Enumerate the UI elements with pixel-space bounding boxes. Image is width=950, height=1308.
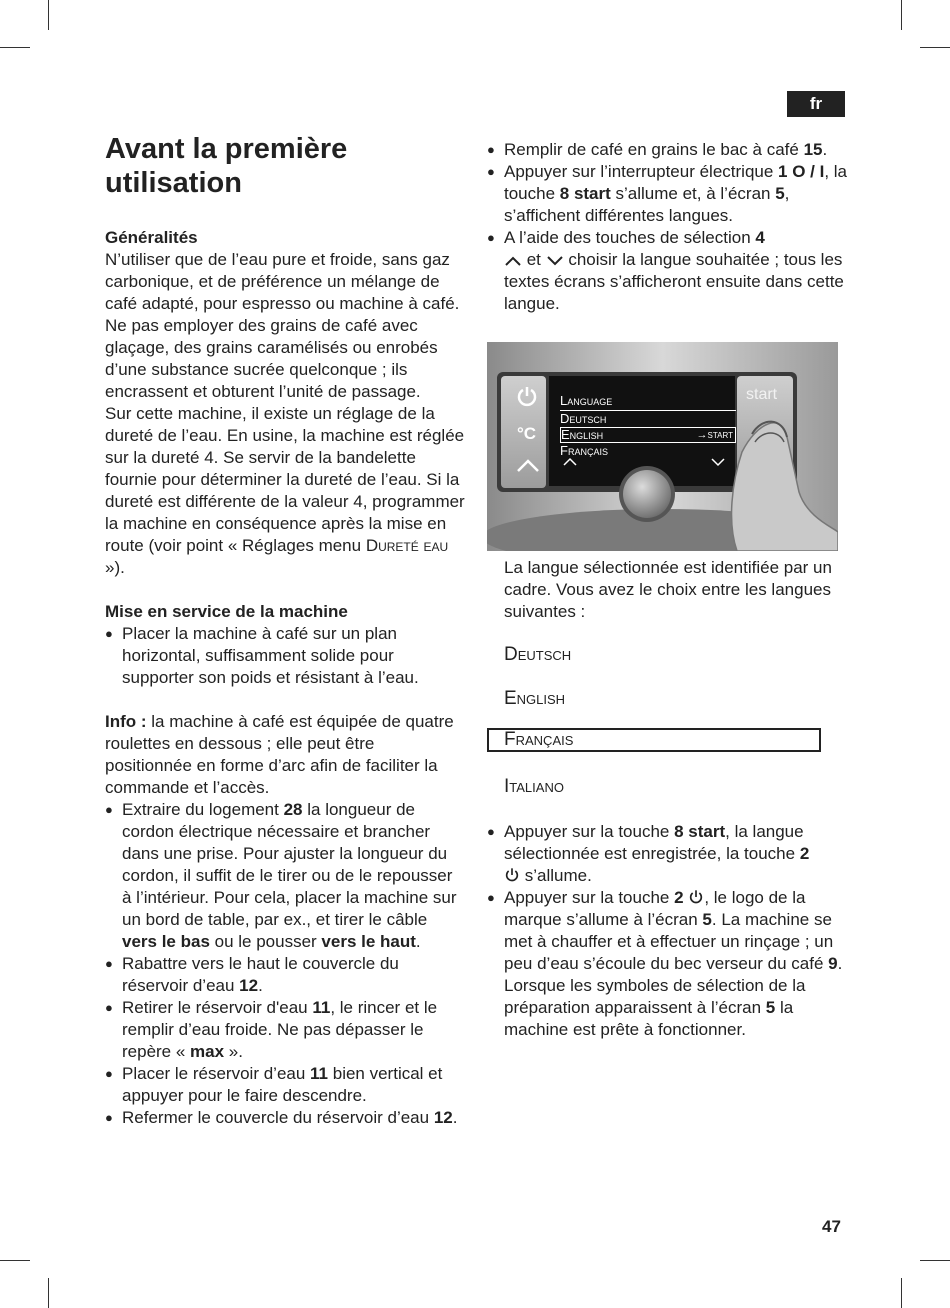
list-item: ● Rabattre vers le haut le couvercle du réservoir d’eau 12. [105,953,465,997]
list-item: ● Appuyer sur la touche 8 start, la langue sélectionnée est enregistrée, la touche 2 s’allume. [487,821,847,887]
crop-mark [920,47,950,48]
caption: La langue sélectionnée est identifiée par un cadre. Vous avez le choix entre les langues suivantes : [504,558,832,621]
screen-start-hint: →start [696,429,733,441]
power-icon [515,385,539,409]
left-column [105,227,465,1129]
power-icon [504,867,520,883]
list-item: ● Retirer le réservoir d'eau 11, le rincer et le remplir d’eau froide. Ne pas dépasser le repère « max ». [105,997,465,1063]
device-screen [560,393,736,459]
screen-chevron-up-icon [563,457,577,466]
start-button-label: start [746,386,778,403]
list-item: ● Extraire du logement 28 la longueur de cordon électrique nécessaire et brancher dans une prise. Pour ajuster la longueur du cordon, il suffit de le tirer ou de le repousser à l’intérieur. Pour cela, placer la machine sur un bord de table, par ex., et tirer le câble vers le bas ou le pousser vers le haut. [105,799,465,953]
list-item: ● Placer la machine à café sur un plan horizontal, suffisamment solide pour supporter son poids et résistant à l’eau. [105,623,465,689]
right-column-top [487,139,847,315]
crop-mark [48,1278,49,1308]
bullet-list [487,821,847,1041]
language-deutsch: Deutsch [504,644,572,665]
section-heading-mise-en-service: Mise en service de la machine [105,602,348,621]
list-item: ● Refermer le couvercle du réservoir d’eau 12. [105,1107,465,1129]
screen-chevron-down-icon [711,458,725,467]
list-item: ● Appuyer sur la touche 2 , le logo de la marque s’allume à l’écran 5. La machine se met à chauffer et à effectuer un rinçage ; un peu d’eau s’écoule du bec verseur du café 9. Lorsque les symboles de sélection de la préparation apparaissent à l’écran 5 la machine est prête à fonctionner. [487,887,847,1041]
bullet-list [105,623,465,689]
list-item: ● A l’aide des touches de sélection 4 et choisir la langue souhaitée ; tous les textes écrans s’afficheront ensuite dans cette langue. [487,227,847,315]
screen-heading: Language [560,393,736,411]
bullet-list [487,139,847,315]
paragraph: N’utiliser que de l’eau pure et froide, sans gaz carbonique, et de préférence un mélange de café adapté, pour espresso ou machine à café. Ne pas employer des grains de café avec glaçage, des grains caramélisés ou enrobés d’une substance sucrée quelconque ; ils encrassent et obturent l’unité de passage. [105,250,460,401]
crop-mark [901,1278,902,1308]
language-english: English [504,688,566,709]
section-heading-generalites: Généralités [105,228,198,247]
list-item: ● Appuyer sur l’interrupteur électrique 1 O / I, la touche 8 start s’allume et, à l’écran 5, s’affichent différentes langues. [487,161,847,227]
chevron-up-icon [504,255,522,267]
info-paragraph: Info : la machine à café est équipée de quatre roulettes en dessous ; elle peut être positionnée en forme d’arc afin de faciliter la commande et l’accès. [105,712,454,797]
page-number: 47 [822,1217,841,1236]
crop-mark [48,0,49,30]
language-tab: fr [787,91,845,117]
screen-item-english: English →start [560,427,736,443]
crop-mark [0,47,30,48]
screen-item-deutsch: Deutsch [560,411,607,426]
language-list [487,640,847,816]
screen-item-francais: Français [560,443,608,458]
list-item: ● Remplir de café en grains le bac à café 15. [487,139,847,161]
right-column-bottom [487,821,847,1041]
list-item: ● Placer le réservoir d’eau 11 bien vertical et appuyer pour le faire descendre. [105,1063,465,1107]
power-icon [688,889,704,905]
temperature-icon: °C [517,424,537,443]
page-title: Avant la première utilisation [105,133,348,199]
language-francais-selected: Français [487,728,821,752]
crop-mark [901,0,902,30]
bullet-list [105,799,465,1129]
paragraph: Sur cette machine, il existe un réglage de la dureté de l’eau. En usine, la machine est réglée sur la dureté 4. Se servir de la bandelette fournie pour déterminer la dureté de l’eau. Si la dureté est différente de la valeur 4, programmer la machine en conséquence après la mise en route (voir point « Réglages menu Dureté eau »). [105,404,465,577]
chevron-down-icon [546,255,564,267]
language-italiano: Italiano [504,776,564,797]
crop-mark [0,1260,30,1261]
crop-mark [920,1260,950,1261]
chevron-up-icon [515,458,541,474]
